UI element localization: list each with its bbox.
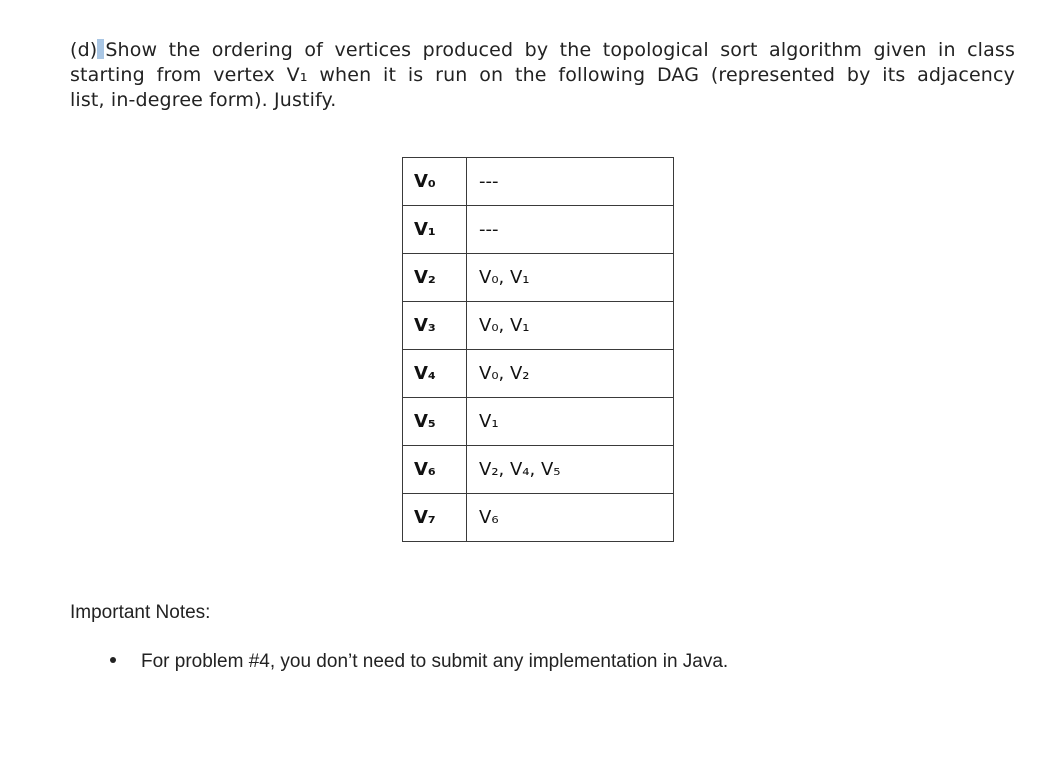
in-degree-list-cell: V₀, V₁ [467, 302, 674, 350]
note-item-text: For problem #4, you don’t need to submit any implementation in Java. [141, 651, 729, 672]
vertex-cell: V₂ [403, 254, 467, 302]
question-label: (d) [70, 39, 98, 61]
vertex-cell: V₇ [403, 494, 467, 542]
in-degree-list-cell: V₁ [467, 398, 674, 446]
table-row [403, 206, 674, 254]
table-row [403, 302, 674, 350]
vertex-cell: V₀ [403, 158, 467, 206]
note-item [110, 651, 728, 673]
adjacency-list-table [402, 157, 674, 542]
table-row [403, 494, 674, 542]
in-degree-list-cell: V₀, V₂ [467, 350, 674, 398]
question-line-2: starting from vertex V₁ when it is run on the following DAG (represented by its adjacency [70, 64, 1015, 86]
question-line-1-text: Show the ordering of vertices produced by the topological sort algorithm given in class [105, 39, 1015, 61]
vertex-cell: V₅ [403, 398, 467, 446]
in-degree-list-cell: V₆ [467, 494, 674, 542]
notes-heading: Important Notes: [70, 602, 211, 623]
vertex-cell: V₆ [403, 446, 467, 494]
in-degree-list-cell: V₂, V₄, V₅ [467, 446, 674, 494]
table-row [403, 350, 674, 398]
vertex-cell: V₁ [403, 206, 467, 254]
table-row [403, 446, 674, 494]
adjacency-list-body [403, 158, 674, 542]
question-text [70, 38, 1015, 113]
question-line-1 [70, 38, 1015, 63]
table-row [403, 398, 674, 446]
in-degree-list-cell: --- [467, 206, 674, 254]
vertex-cell: V₃ [403, 302, 467, 350]
vertex-cell: V₄ [403, 350, 467, 398]
table-row [403, 158, 674, 206]
in-degree-list-cell: --- [467, 158, 674, 206]
bullet-icon [110, 657, 116, 663]
table-row [403, 254, 674, 302]
question-line-3: list, in-degree form). Justify. [70, 89, 337, 111]
in-degree-list-cell: V₀, V₁ [467, 254, 674, 302]
text-cursor [97, 39, 104, 59]
